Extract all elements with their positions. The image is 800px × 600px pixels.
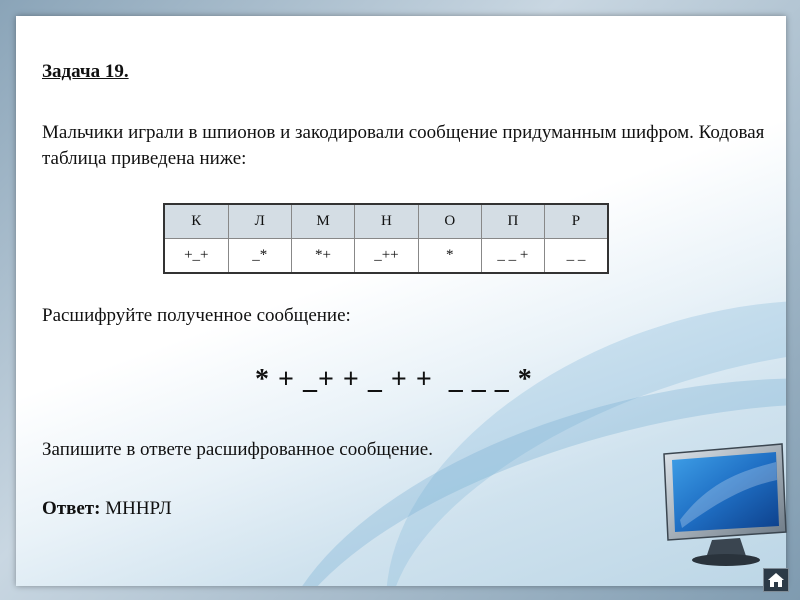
write-prompt: Запишите в ответе расшифрованное сообщение. bbox=[42, 439, 433, 460]
code-cell: +_+ bbox=[164, 239, 228, 274]
code-table-code-row bbox=[164, 239, 608, 274]
letter-cell: Н bbox=[355, 204, 419, 239]
home-icon bbox=[767, 572, 785, 588]
code-cell: _* bbox=[228, 239, 291, 274]
letter-cell: М bbox=[291, 204, 354, 239]
answer-line bbox=[42, 496, 172, 522]
task-title: Задача 19. bbox=[42, 61, 129, 82]
home-button[interactable] bbox=[763, 568, 789, 592]
answer-label: Ответ: bbox=[42, 498, 101, 519]
code-cell: _ _ + bbox=[481, 239, 544, 274]
decode-prompt: Расшифруйте полученное сообщение: bbox=[42, 305, 351, 326]
code-table bbox=[163, 203, 609, 274]
task-intro: Мальчики играли в шпионов и закодировали сообщение придуманным шифром. Кодовая таблица приведена ниже: bbox=[42, 122, 765, 169]
code-cell: *+ bbox=[291, 239, 354, 274]
code-table-letter-row bbox=[164, 204, 608, 239]
letter-cell: Л bbox=[228, 204, 291, 239]
answer-value: МННРЛ bbox=[105, 498, 172, 519]
code-cell: _++ bbox=[355, 239, 419, 274]
letter-cell: О bbox=[418, 204, 481, 239]
letter-cell: К bbox=[164, 204, 228, 239]
code-cell: _ _ bbox=[544, 239, 608, 274]
code-cell: * bbox=[418, 239, 481, 274]
letter-cell: П bbox=[481, 204, 544, 239]
letter-cell: Р bbox=[544, 204, 608, 239]
cipher-message: * + _+ + _ + + _ _ _ * bbox=[255, 364, 533, 395]
computer-monitor-icon bbox=[650, 440, 790, 570]
